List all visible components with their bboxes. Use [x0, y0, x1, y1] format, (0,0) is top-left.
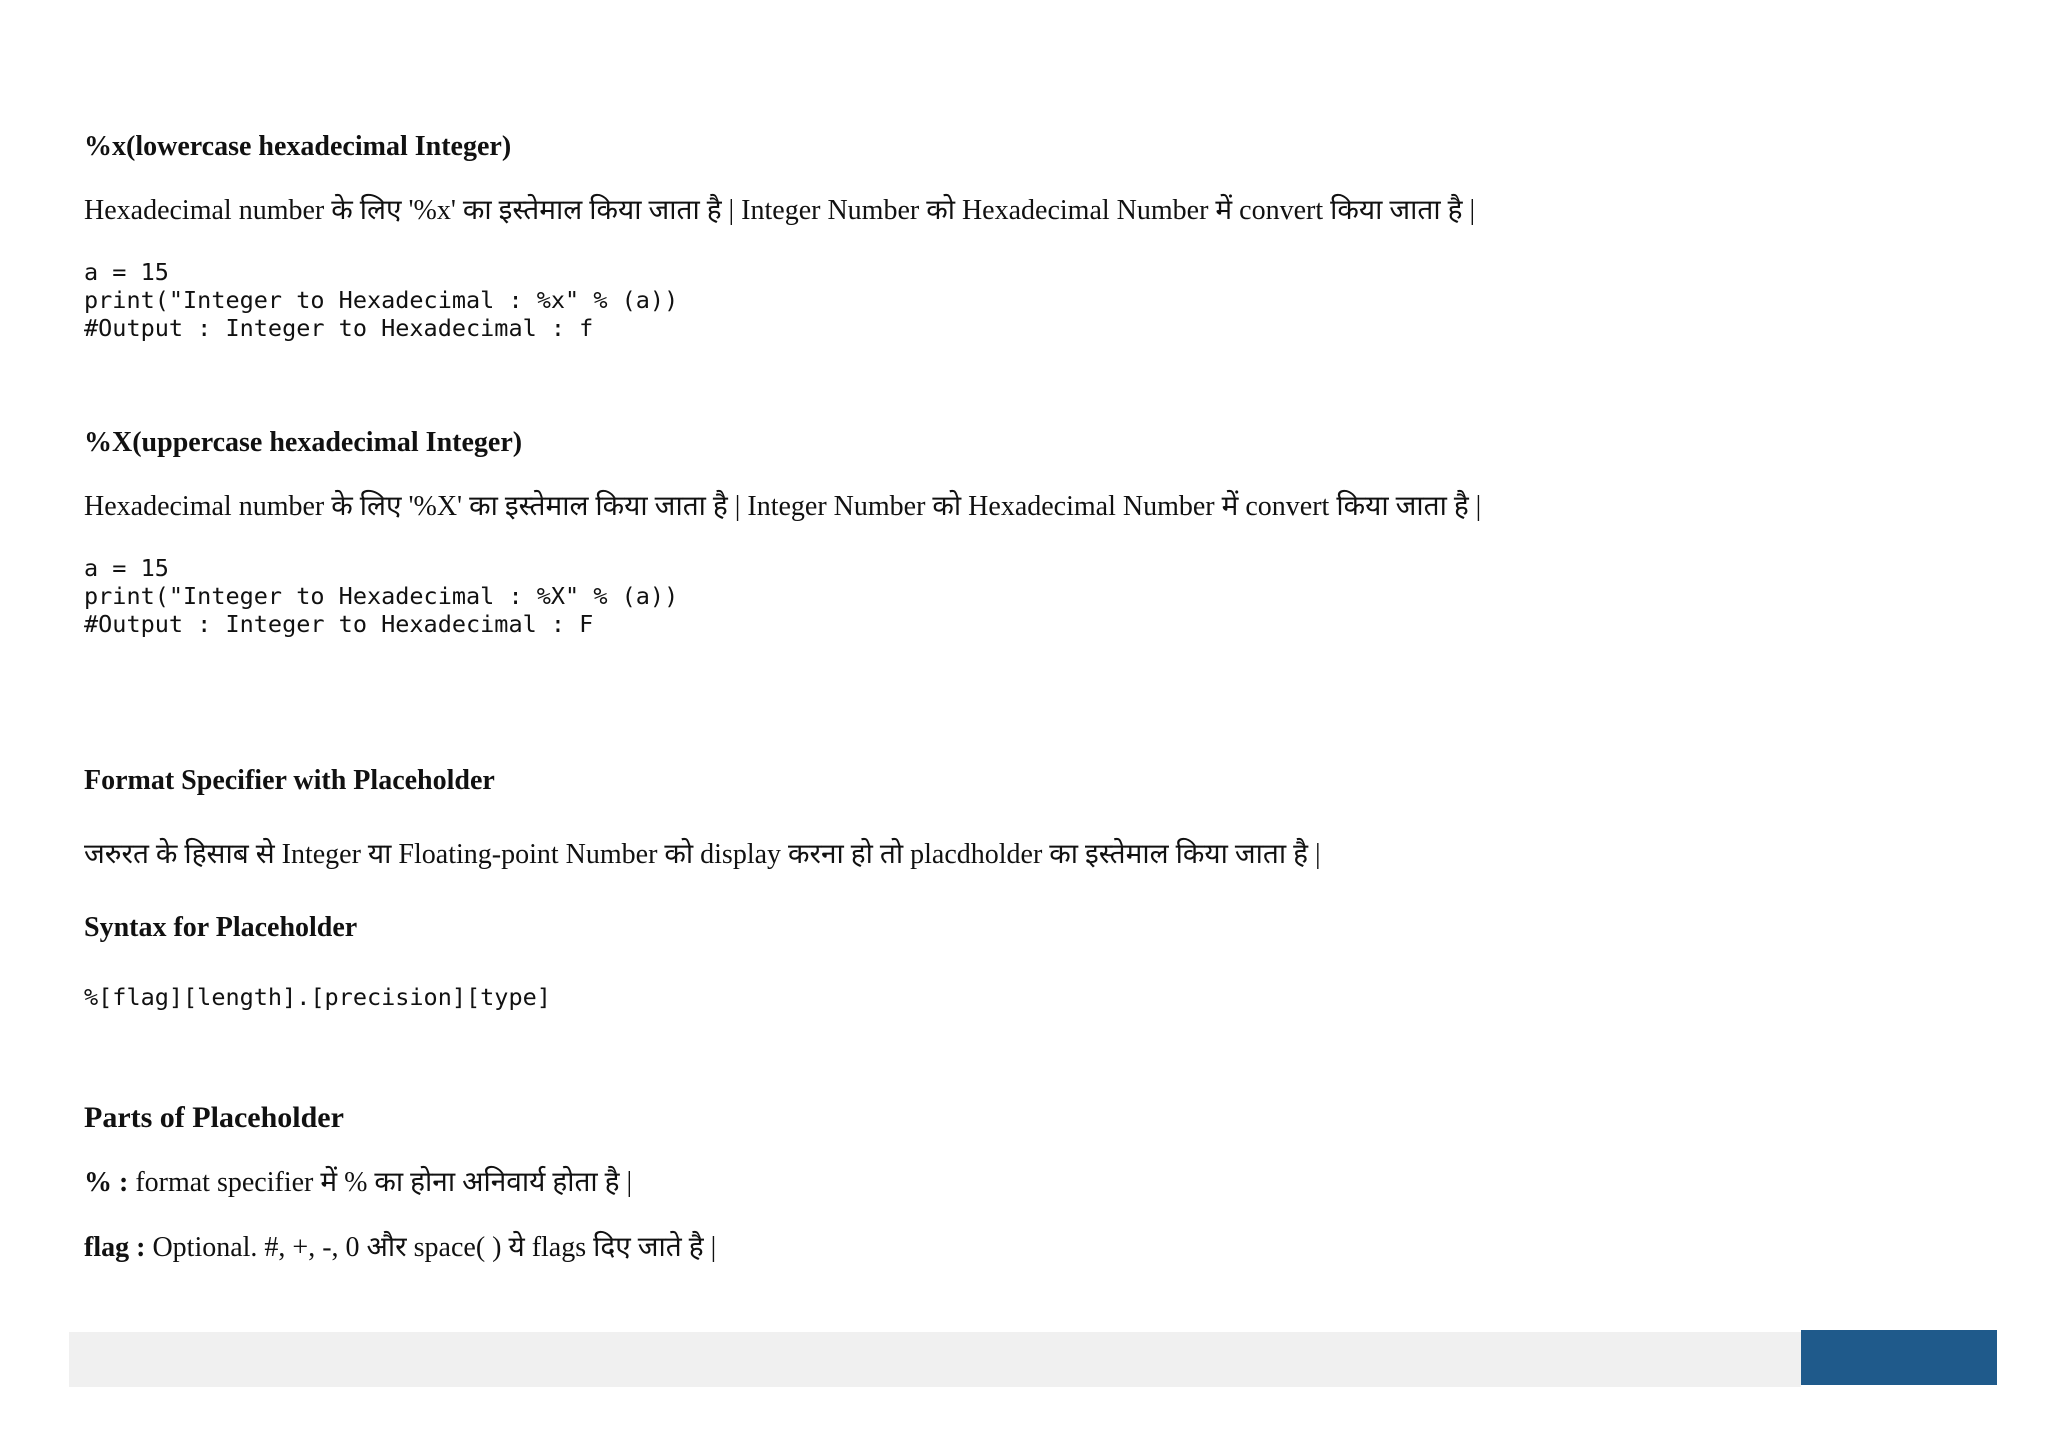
heading-parts-placeholder: Parts of Placeholder	[84, 1101, 344, 1134]
footer-bar	[69, 1332, 1801, 1387]
term-flag: flag :	[84, 1232, 146, 1263]
code-block-lowercase-hex	[84, 258, 678, 342]
text-flag: Optional. #, +, -, 0 और space( ) ये flags दिए जाते है |	[145, 1232, 717, 1263]
footer-page-block	[1801, 1330, 1997, 1385]
code-line: a = 15	[84, 554, 169, 582]
paragraph-lowercase-hex: Hexadecimal number के लिए '%x' का इस्तेमाल किया जाता है | Integer Number को Hexadecimal Number में convert किया जाता है |	[84, 195, 1476, 226]
paragraph-placeholder: जरुरत के हिसाब से Integer या Floating-point Number को display करना हो तो placdholder का इस्तेमाल किया जाता है |	[84, 839, 1321, 870]
code-line: print("Integer to Hexadecimal : %x" % (a))	[84, 286, 679, 314]
list-item-percent	[84, 1166, 632, 1200]
code-block-uppercase-hex	[84, 554, 678, 638]
heading-syntax-placeholder: Syntax for Placeholder	[84, 912, 358, 943]
code-syntax-placeholder: %[flag][length].[precision][type]	[84, 983, 551, 1011]
code-line: #Output : Integer to Hexadecimal : f	[84, 314, 594, 342]
code-line: #Output : Integer to Hexadecimal : F	[84, 610, 594, 638]
term-percent: % :	[84, 1167, 129, 1198]
list-item-flag	[84, 1231, 716, 1265]
code-line: a = 15	[84, 258, 169, 286]
heading-uppercase-hex: %X(uppercase hexadecimal Integer)	[84, 427, 523, 458]
paragraph-uppercase-hex: Hexadecimal number के लिए '%X' का इस्तेमाल किया जाता है | Integer Number को Hexadecimal Number में convert किया जाता है |	[84, 491, 1482, 522]
heading-lowercase-hex: %x(lowercase hexadecimal Integer)	[84, 131, 512, 162]
code-line: print("Integer to Hexadecimal : %X" % (a))	[84, 582, 679, 610]
heading-format-specifier-placeholder: Format Specifier with Placeholder	[84, 765, 495, 796]
text-percent: format specifier में % का होना अनिवार्य होता है |	[128, 1167, 633, 1198]
